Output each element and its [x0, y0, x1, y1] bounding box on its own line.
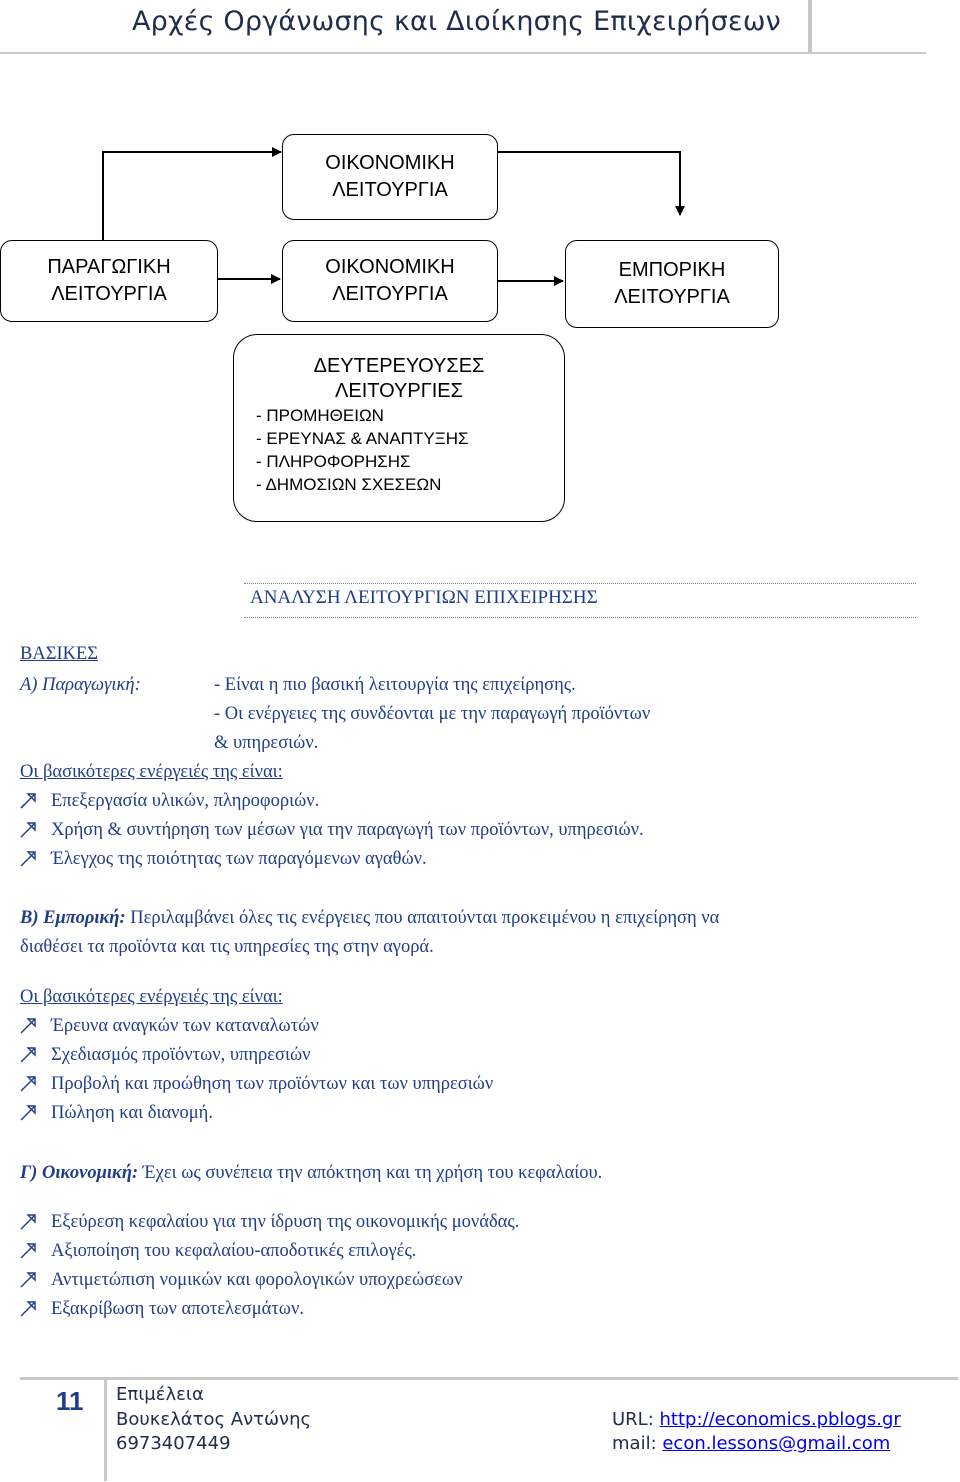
box-financial-middle-line1: ΟΙΚΟΝΟΜΙΚΗ: [325, 256, 455, 278]
commercial-bullet: Προβολή και προώθηση των προϊόντων και των υπηρεσιών: [51, 1074, 494, 1094]
secondary-item: - ΔΗΜΟΣΙΩΝ ΣΧΕΣΕΩΝ: [256, 475, 442, 494]
box-financial-middle: [282, 240, 498, 322]
commercial-paragraph-line1: [20, 907, 719, 929]
commercial-bullet: Σχεδιασμός προϊόντων, υπηρεσιών: [51, 1045, 311, 1065]
box-production-line2: ΛΕΙΤΟΥΡΓΙΑ: [51, 283, 167, 305]
arrow-bullet-icon: [18, 1043, 40, 1065]
financial-paragraph: [20, 1162, 602, 1184]
document-header-title: Αρχές Οργάνωσης και Διοίκησης Επιχειρήσεων: [132, 6, 781, 37]
commercial-intro: Οι βασικότερες ενέργειές της είναι:: [20, 987, 283, 1007]
financial-bullet: Αξιοποίηση του κεφαλαίου-αποδοτικές επιλογές.: [51, 1241, 417, 1261]
footer-url-label: URL:: [612, 1409, 660, 1430]
arrow-bullet-icon: [18, 1268, 40, 1290]
footer-url-line: [612, 1408, 901, 1432]
secondary-item: - ΠΛΗΡΟΦΟΡΗΣΗΣ: [256, 452, 411, 471]
production-bullet: Έλεγχος της ποιότητας των παραγόμενων αγαθών.: [51, 849, 427, 869]
box-financial-top-line1: ΟΙΚΟΝΟΜΙΚΗ: [325, 152, 455, 174]
box-financial-top: [282, 134, 498, 220]
arrow-bullet-icon: [18, 1072, 40, 1094]
footer-mail-line: [612, 1432, 890, 1456]
production-intro: Οι βασικότερες ενέργειές της είναι:: [20, 762, 283, 782]
arrow-right-loop: [498, 152, 680, 215]
box-commercial-line1: ΕΜΠΟΡΙΚΗ: [618, 259, 726, 281]
footer-divider-vertical: [104, 1377, 107, 1481]
production-bullet: Χρήση & συντήρηση των μέσων για την παραγωγή των προϊόντων, υπηρεσιών.: [51, 820, 644, 840]
footer-editor-name: Βουκελάτος Αντώνης: [116, 1409, 312, 1430]
production-label: Α) Παραγωγική:: [20, 675, 141, 695]
financial-bullet: Εξακρίβωση των αποτελεσμάτων.: [51, 1299, 304, 1319]
commercial-bullet: Πώληση και διανομή.: [51, 1103, 213, 1123]
heading-rule-bottom: [244, 617, 916, 618]
heading-rule-top: [244, 583, 916, 584]
box-commercial: [565, 240, 779, 328]
page-number: 11: [56, 1386, 84, 1416]
arrow-left-loop: [103, 152, 281, 240]
financial-bullet: Αντιμετώπιση νομικών και φορολογικών υποχρεώσεων: [51, 1270, 463, 1290]
production-line: - Οι ενέργειες της συνδέονται με την παραγωγή προϊόντων: [214, 704, 651, 724]
box-secondary-functions: [233, 334, 565, 522]
box-financial-middle-line2: ΛΕΙΤΟΥΡΓΙΑ: [332, 283, 448, 305]
box-financial-top-line2: ΛΕΙΤΟΥΡΓΙΑ: [332, 179, 448, 201]
box-production: [0, 240, 218, 322]
section-heading: ΑΝΑΛΥΣΗ ΛΕΙΤΟΥΡΓΙΩΝ ΕΠΙΧΕΙΡΗΣΗΣ: [250, 587, 598, 608]
secondary-title-line2: ΛΕΙΤΟΥΡΓΙΕΣ: [335, 380, 463, 402]
footer-mail-label: mail:: [612, 1433, 663, 1454]
arrow-bullet-icon: [18, 847, 40, 869]
basic-label: ΒΑΣΙΚΕΣ: [20, 644, 99, 664]
secondary-title-line1: ΔΕΥΤΕΡΕΥΟΥΣΕΣ: [313, 355, 485, 377]
footer-editor-label: Επιμέλεια: [116, 1384, 204, 1405]
arrow-bullet-icon: [18, 818, 40, 840]
footer-mail-link[interactable]: econ.lessons@gmail.com: [662, 1433, 891, 1454]
arrow-bullet-icon: [18, 1297, 40, 1319]
footer-phone: 6973407449: [116, 1433, 231, 1454]
footer-url-link[interactable]: http://economics.pblogs.gr: [659, 1409, 901, 1430]
commercial-text-2: διαθέσει τα προϊόντα και τις υπηρεσίες της στην αγορά.: [20, 937, 434, 957]
box-production-line1: ΠΑΡΑΓΩΓΙΚΗ: [47, 256, 171, 278]
footer-divider-horizontal: [20, 1377, 958, 1380]
production-bullet: Επεξεργασία υλικών, πληροφοριών.: [51, 791, 320, 811]
commercial-bullet: Έρευνα αναγκών των καταναλωτών: [51, 1016, 319, 1036]
financial-label: Γ) Οικονομική:: [20, 1163, 139, 1183]
financial-text: Έχει ως συνέπεια την απόκτηση και τη χρήση του κεφαλαίου.: [138, 1163, 603, 1183]
box-commercial-line2: ΛΕΙΤΟΥΡΓΙΑ: [614, 286, 730, 308]
arrow-bullet-icon: [18, 1239, 40, 1261]
secondary-item: - ΕΡΕΥΝΑΣ & ΑΝΑΠΤΥΞΗΣ: [256, 429, 469, 448]
production-line: & υπηρεσιών.: [214, 733, 319, 753]
arrow-bullet-icon: [18, 789, 40, 811]
arrow-bullet-icon: [18, 1014, 40, 1036]
arrow-bullet-icon: [18, 1210, 40, 1232]
financial-bullet: Εξεύρεση κεφαλαίου για την ίδρυση της οικονομικής μονάδας.: [51, 1212, 520, 1232]
commercial-label: Β) Εμπορική:: [20, 908, 126, 928]
secondary-item: - ΠΡΟΜΗΘΕΙΩΝ: [256, 406, 384, 425]
arrow-bullet-icon: [18, 1101, 40, 1123]
production-line: - Είναι η πιο βασική λειτουργία της επιχείρησης.: [214, 675, 576, 695]
commercial-text-1: Περιλαμβάνει όλες τις ενέργειες που απαιτούνται προκειμένου η επιχείρηση να: [125, 908, 720, 928]
